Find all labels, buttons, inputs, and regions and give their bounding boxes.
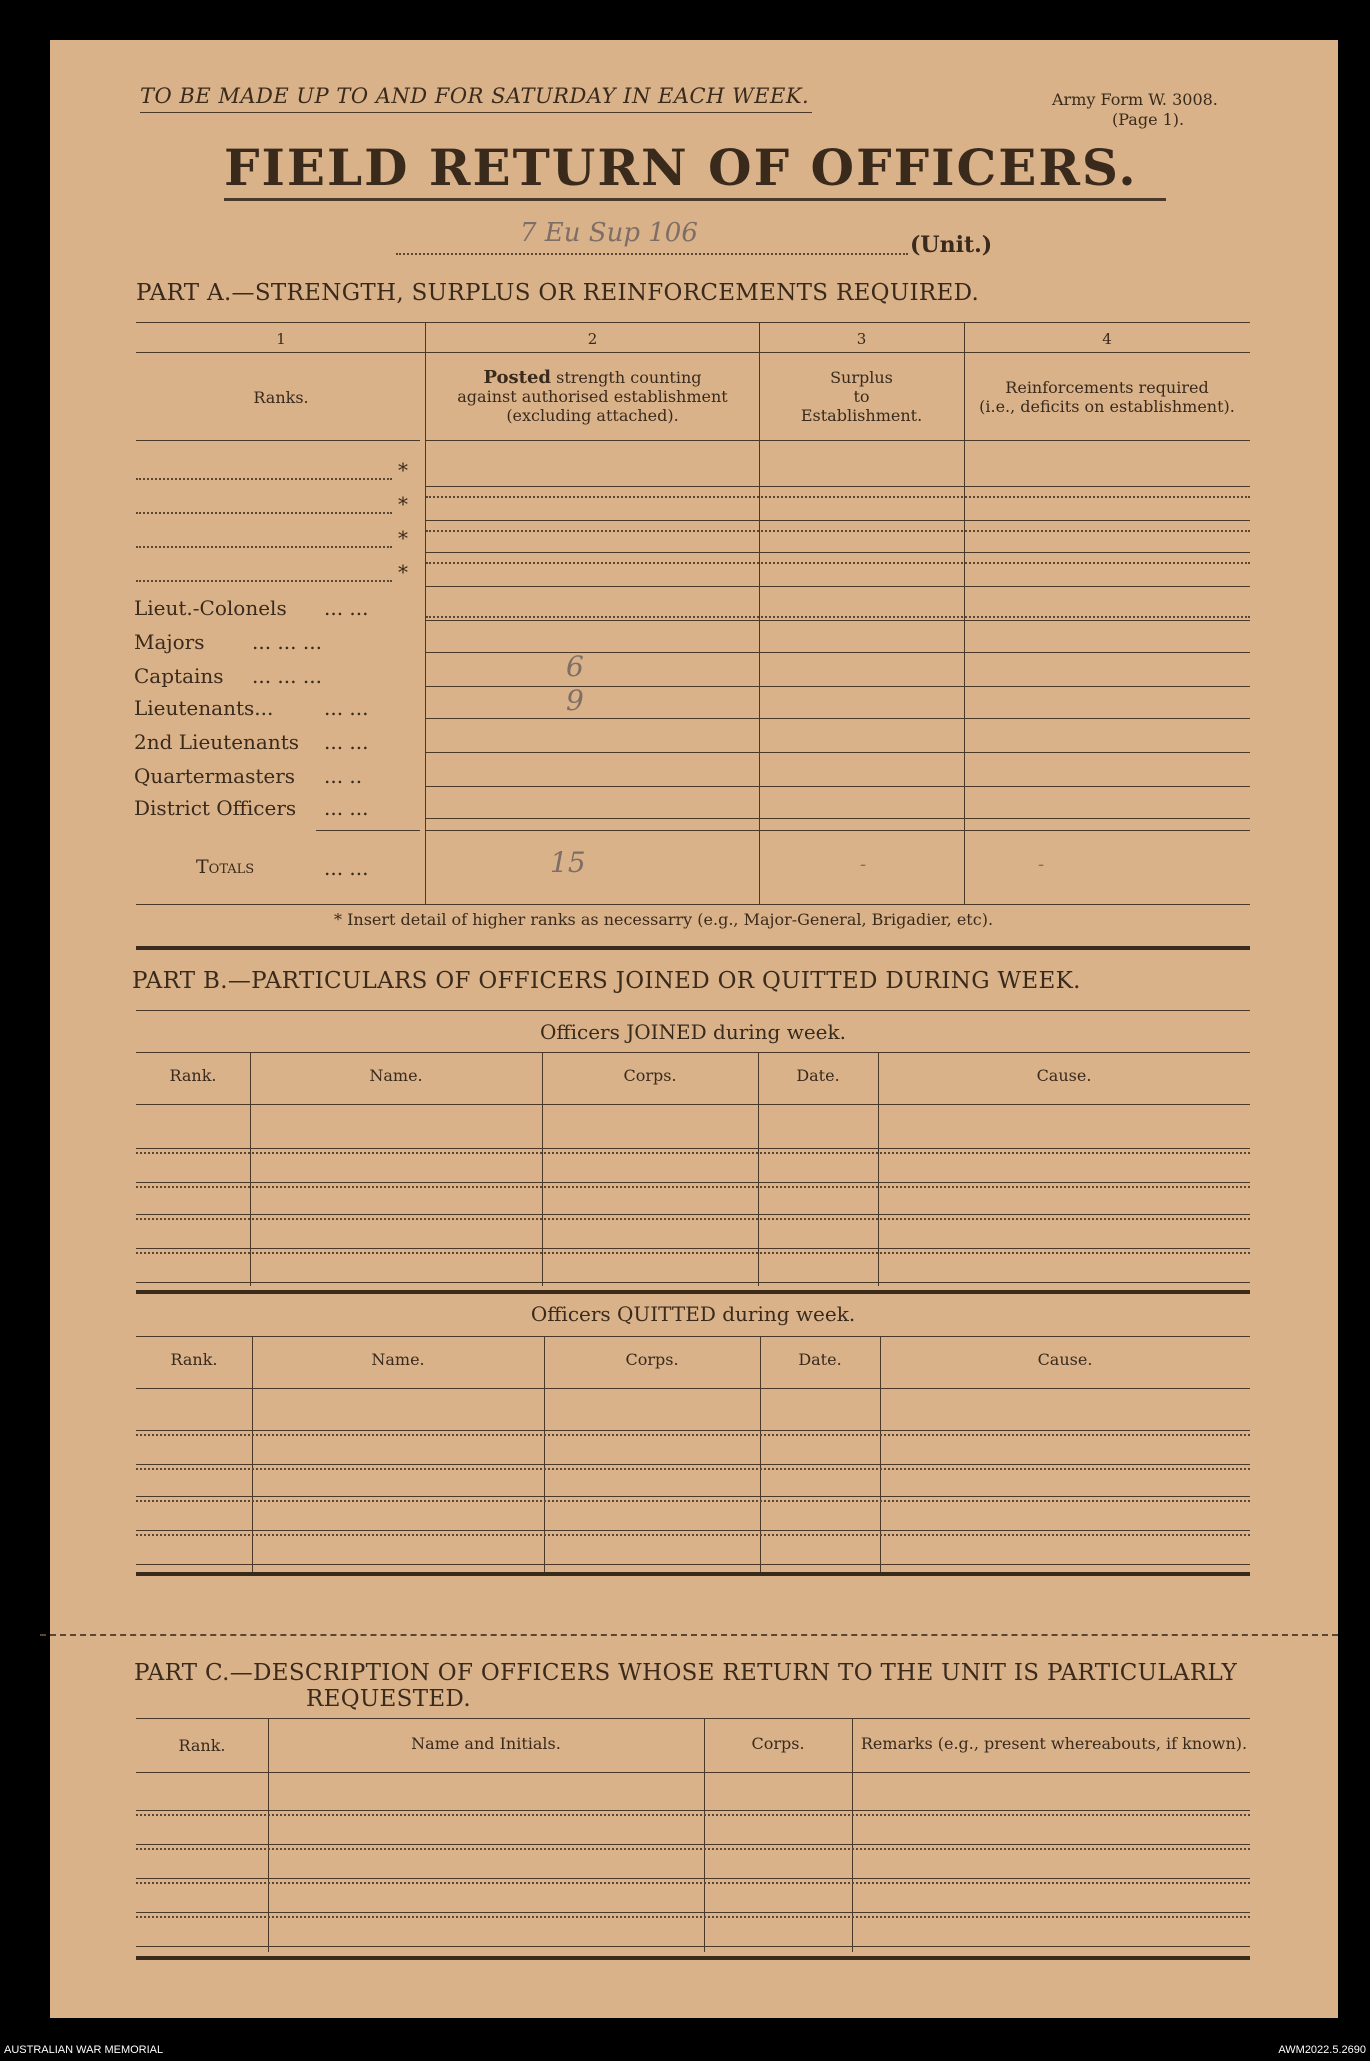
star-row-line [136,512,392,514]
rank-label: 2nd Lieutenants [134,730,300,754]
totals-label: Totals [196,856,255,878]
form-title: FIELD RETURN OF OFFICERS. [224,138,1138,197]
joined-col-corps: Corps. [623,1066,677,1085]
star-mark: * [398,492,408,516]
title-underline [224,198,1166,201]
part-a-bottom-rule [136,904,1250,905]
part-c-top-rule [136,1718,1250,1719]
star-mark: * [398,458,408,482]
values-header-rule [426,440,1250,441]
col-number-1: 1 [276,330,286,348]
rank-label: Majors [134,630,205,654]
rank-dots: ... ... [324,730,369,754]
captains-posted-value: 6 [566,650,584,683]
rank-label: Captains [134,664,224,688]
form-number: Army Form W. 3008. [1052,90,1218,109]
part-c-row-rule [136,1878,1250,1879]
quitted-row-rule [136,1388,1250,1389]
joined-row-rule [136,1214,1250,1215]
totals-dots: ... ... [324,856,369,880]
ranks-totals-rule [316,830,420,831]
surplus-line-1: Surplus [830,368,893,387]
joined-col-cause: Cause. [1036,1066,1092,1085]
rank-dots: ... ... ... [252,664,322,688]
quitted-vline [760,1336,761,1572]
part-c-row-rule [136,1810,1250,1811]
posted-rest-3: (excluding attached). [506,406,679,425]
part-c-row-dots [136,1882,1250,1884]
star-row-line [136,478,392,480]
joined-end-rule [136,1290,1250,1294]
quitted-vline [252,1336,253,1572]
reinf-line-2: (i.e., deficits on establishment). [979,397,1235,416]
lieutenants-posted-value: 9 [566,684,584,717]
rank-dots: ... ... [324,796,369,820]
part-c-end-rule [136,1956,1250,1960]
unit-dotted-line [396,253,908,255]
star-row-line [136,580,392,582]
col-posted-header [426,368,759,425]
joined-row-rule [136,1282,1250,1283]
surplus-line-3: Establishment. [800,406,923,425]
joined-vline [542,1052,543,1286]
part-a-end-rule [136,946,1250,950]
joined-heading: Officers JOINED during week. [540,1020,846,1044]
row-rule [426,620,1250,621]
row-rule [426,520,1250,521]
joined-row-rule [136,1182,1250,1183]
row-rule [426,652,1250,653]
part-b-top-rule [136,1010,1250,1011]
part-b-heading: PART B.—PARTICULARS OF OFFICERS JOINED OR QUITTED DURING WEEK. [132,968,1081,994]
rank-dots: ... ... ... [252,630,322,654]
row-dots [426,496,1250,498]
col-number-3: 3 [856,330,867,348]
quitted-vline [880,1336,881,1572]
part-c-row-dots [136,1916,1250,1918]
joined-col-date: Date. [796,1066,840,1085]
joined-col-rank: Rank. [169,1066,217,1085]
col-reinforcements-header [964,378,1250,416]
part-a-number-rule [136,352,1250,353]
row-dots [426,530,1250,532]
part-c-col-rank: Rank. [178,1736,226,1755]
row-rule [426,818,1250,819]
joined-row-dots [136,1186,1250,1188]
joined-row-dots [136,1218,1250,1220]
joined-vline [758,1052,759,1286]
fold-line [40,1634,1338,1636]
joined-row-rule [136,1104,1250,1105]
row-rule [426,552,1250,553]
col-number-4: 4 [1102,330,1112,348]
part-a-footnote: * Insert detail of higher ranks as necessarry (e.g., Major-General, Brigadier, etc). [334,910,994,929]
quitted-row-dots [136,1468,1250,1470]
part-c-row-dots [136,1814,1250,1816]
row-rule [426,486,1250,487]
quitted-row-rule [136,1530,1250,1531]
part-c-row-dots [136,1848,1250,1850]
quitted-heading-rule [136,1336,1250,1337]
quitted-row-dots [136,1534,1250,1536]
unit-handwritten: 7 Eu Sup 106 [520,218,698,248]
quitted-col-rank: Rank. [170,1350,218,1369]
col-number-2: 2 [587,330,598,348]
part-c-col-remarks: Remarks (e.g., present whereabouts, if known). [860,1734,1248,1753]
star-mark: * [398,560,408,584]
rank-dots: ... ... [324,596,369,620]
part-c-row-rule [136,1772,1250,1773]
row-rule [426,830,1250,831]
row-rule [426,718,1250,719]
row-rule [426,686,1250,687]
rank-dots: ... ... [324,696,369,720]
row-rule [426,752,1250,753]
part-a-vline-1 [425,322,426,904]
quitted-row-rule [136,1430,1250,1431]
surplus-line-2: to [853,387,870,406]
part-a-vline-2 [759,322,760,904]
part-c-col-name: Name and Initials. [411,1734,561,1753]
quitted-col-date: Date. [798,1350,842,1369]
part-a-vline-3 [964,322,965,904]
joined-heading-rule [136,1052,1250,1053]
part-c-heading-line1: PART C.—DESCRIPTION OF OFFICERS WHOSE RETURN TO THE UNIT IS PARTICULARLY [134,1660,1238,1686]
row-rule [426,786,1250,787]
quitted-row-rule [136,1464,1250,1465]
unit-label: (Unit.) [910,232,993,258]
totals-surplus-value: - [860,854,867,875]
part-c-heading-line2: REQUESTED. [306,1686,471,1712]
part-c-row-rule [136,1912,1250,1913]
posted-rest-2: against authorised establishment [457,387,728,406]
part-c-row-rule [136,1946,1250,1947]
rank-label: Quartermasters [134,764,296,788]
joined-vline [250,1052,251,1286]
col-surplus-header [759,368,964,425]
ranks-header-rule [136,440,420,441]
quitted-col-name: Name. [371,1350,425,1369]
page-number: (Page 1). [1112,110,1185,129]
star-mark: * [398,526,408,550]
part-a-heading: PART A.—STRENGTH, SURPLUS OR REINFORCEMENTS REQUIRED. [136,280,980,306]
quitted-vline [544,1336,545,1572]
joined-row-dots [136,1152,1250,1154]
archive-reference: AWM2022.5.2690 [1278,2044,1366,2056]
archive-credit: AUSTRALIAN WAR MEMORIAL [4,2044,164,2056]
row-dots [426,616,1250,618]
rank-dots: ... .. [324,764,363,788]
row-dots [426,562,1250,564]
quitted-col-corps: Corps. [625,1350,679,1369]
joined-col-name: Name. [369,1066,423,1085]
quitted-col-cause: Cause. [1037,1350,1093,1369]
star-row-line [136,546,392,548]
instruction-underline [140,112,812,113]
instruction-note: TO BE MADE UP TO AND FOR SATURDAY IN EACH WEEK. [140,84,810,108]
col-ranks-header: Ranks. [253,388,309,407]
rank-label: Lieutenants... [134,696,274,720]
quitted-row-rule [136,1496,1250,1497]
joined-row-rule [136,1248,1250,1249]
joined-row-dots [136,1252,1250,1254]
rank-label: Lieut.-Colonels [134,596,287,620]
totals-reinforcements-value: - [1038,854,1045,875]
quitted-row-dots [136,1500,1250,1502]
joined-vline [878,1052,879,1286]
part-c-row-rule [136,1844,1250,1845]
quitted-row-rule [136,1564,1250,1565]
rank-label: District Officers [134,796,297,820]
joined-row-rule [136,1148,1250,1149]
totals-posted-value: 15 [550,846,586,879]
part-c-col-corps: Corps. [751,1734,805,1753]
posted-rest-1: strength counting [551,368,702,387]
reinf-line-1: Reinforcements required [1005,378,1209,397]
quitted-row-dots [136,1434,1250,1436]
row-rule [426,586,1250,587]
part-b-end-rule [136,1572,1250,1576]
part-a-top-rule [136,322,1250,323]
posted-bold: Posted [483,367,552,388]
quitted-heading: Officers QUITTED during week. [530,1302,856,1326]
